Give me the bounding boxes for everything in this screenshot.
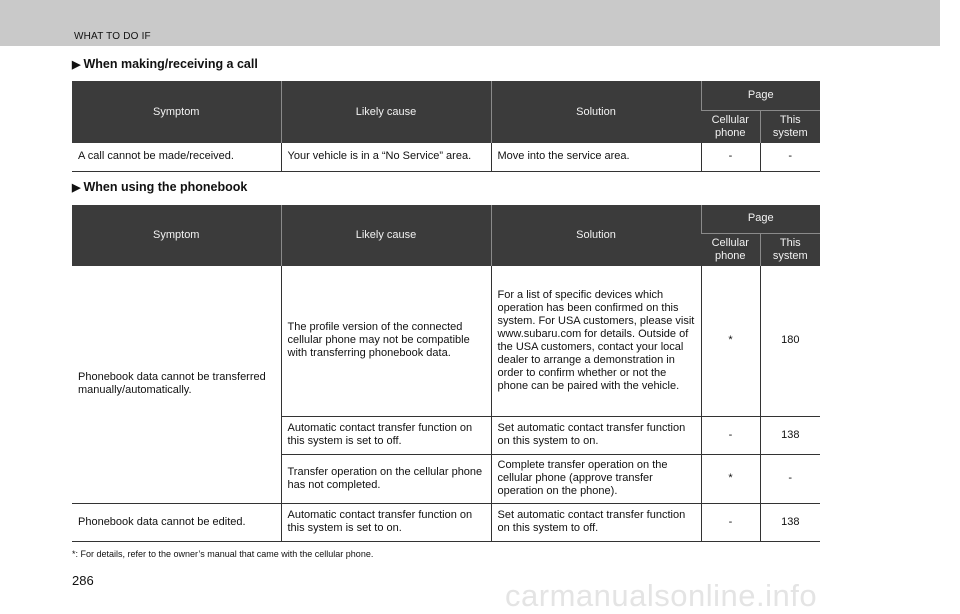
system-page-cell: 138 (760, 503, 820, 541)
arrow-right-icon: ▶ (72, 182, 81, 194)
solution-cell: Set automatic contact transfer function on this system to off. (491, 503, 701, 541)
system-page-cell: 180 (760, 266, 820, 416)
section-title-text: When making/receiving a call (83, 57, 258, 71)
header-page: Page (701, 81, 820, 110)
call-troubleshooting-table (72, 81, 820, 172)
section-label: WHAT TO DO IF (74, 31, 151, 42)
header-cellular-phone: Cellular phone (701, 110, 760, 143)
header-this-system: This system (760, 110, 820, 143)
cellular-page-cell: - (701, 503, 760, 541)
cause-cell: Automatic contact transfer function on this system is set to on. (281, 503, 491, 541)
table-row (72, 503, 820, 541)
solution-cell: Complete transfer operation on the cellular phone (approve transfer operation on the phone). (491, 454, 701, 503)
system-page-cell: - (760, 454, 820, 503)
header-solution: Solution (491, 205, 701, 266)
cellular-page-cell: - (701, 143, 760, 171)
header-likely-cause: Likely cause (281, 81, 491, 143)
section-title-making-call (72, 57, 258, 71)
header-likely-cause: Likely cause (281, 205, 491, 266)
cellular-page-cell: * (701, 266, 760, 416)
phonebook-troubleshooting-table (72, 205, 820, 542)
cause-cell: The profile version of the connected cellular phone may not be compatible with transferring phonebook data. (281, 266, 491, 416)
cause-cell: Transfer operation on the cellular phone has not completed. (281, 454, 491, 503)
cause-cell: Automatic contact transfer function on this system is set to off. (281, 416, 491, 454)
table-row (72, 266, 820, 416)
system-page-cell: 138 (760, 416, 820, 454)
section-title-phonebook (72, 180, 247, 194)
arrow-right-icon: ▶ (72, 59, 81, 71)
solution-cell: Set automatic contact transfer function on this system to on. (491, 416, 701, 454)
header-this-system: This system (760, 233, 820, 266)
cellular-page-cell: - (701, 416, 760, 454)
table-row (72, 143, 820, 171)
symptom-cell: Phonebook data cannot be transferred manually/automatically. (72, 266, 281, 503)
cellular-page-cell: * (701, 454, 760, 503)
symptom-cell: Phonebook data cannot be edited. (72, 503, 281, 541)
cause-cell: Your vehicle is in a “No Service” area. (281, 143, 491, 171)
symptom-cell: A call cannot be made/received. (72, 143, 281, 171)
header-band (0, 0, 940, 46)
header-symptom: Symptom (72, 81, 281, 143)
solution-cell: Move into the service area. (491, 143, 701, 171)
watermark-logo: carmanualsonline.info (505, 578, 818, 613)
header-symptom: Symptom (72, 205, 281, 266)
header-solution: Solution (491, 81, 701, 143)
section-title-text: When using the phonebook (83, 180, 248, 194)
system-page-cell: - (760, 143, 820, 171)
page-number: 286 (72, 573, 94, 588)
solution-cell: For a list of specific devices which operation has been confirmed on this system. For USA customers, please visit www.subaru.com for details. Outside of the USA customers, contact your local dealer to arrange a demonstration in order to confirm whether or not the phone can be paired with the vehicle. (491, 266, 701, 416)
footnote: *: For details, refer to the owner’s manual that came with the cellular phone. (72, 549, 374, 559)
header-cellular-phone: Cellular phone (701, 233, 760, 266)
header-page: Page (701, 205, 820, 233)
